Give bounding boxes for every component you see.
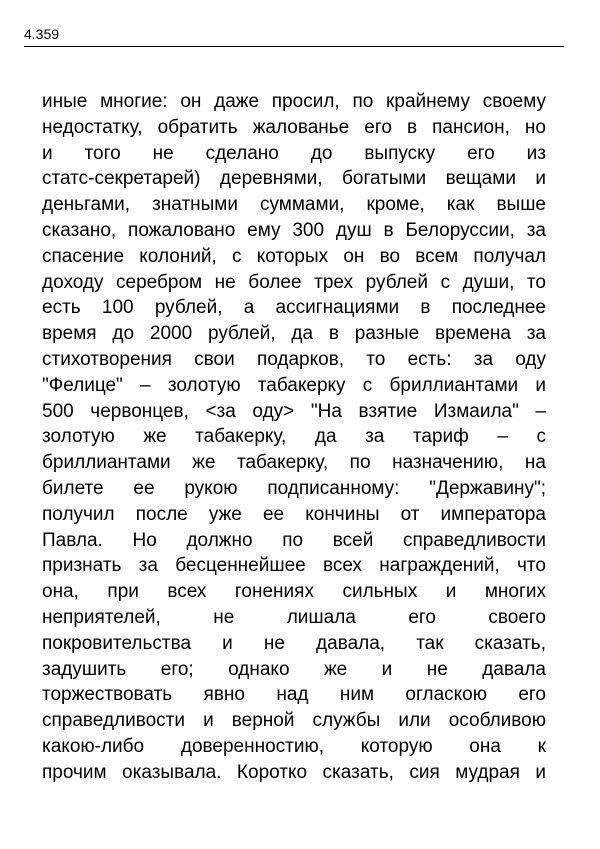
page-header — [24, 22, 564, 47]
text-line: прочим оказывала. Коротко сказать, сия мудрая и — [42, 761, 546, 783]
page-number: 4.359 — [24, 26, 60, 42]
text-line: она, при всех гонениях сильных и многих — [42, 581, 546, 603]
text-line: получил после уже ее кончины от императора — [42, 503, 546, 525]
text-line: и того не сделано до выпуску его из — [42, 142, 546, 164]
text-line: покровительства и не давала, так сказать, — [42, 632, 546, 654]
text-line: спасение колоний, с которых он во всем получал — [42, 245, 546, 267]
text-line: билете ее рукою подписанному: "Державину"; — [42, 477, 546, 499]
text-line: время до 2000 рублей, да в разные времена за — [42, 323, 546, 345]
text-line: торжествовать явно над ним огласкою его — [42, 684, 546, 706]
text-line: деньгами, знатными суммами, кроме, как выше — [42, 194, 546, 216]
page-body-text — [42, 89, 546, 786]
text-line: Павла. Но должно по всей справедливости — [42, 529, 546, 551]
text-line: 500 червонцев, <за оду> "На взятие Измаила" – — [42, 400, 546, 422]
text-line: золотую же табакерку, да за тариф – с — [42, 426, 546, 448]
text-line: есть 100 рублей, а ассигнациями в последнее — [42, 297, 546, 319]
text-line: иные многие: он даже просил, по крайнему своему — [42, 91, 546, 112]
text-line: неприятелей, не лишала его своего — [42, 606, 546, 628]
text-line: доходу серебром не более трех рублей с души, то — [42, 271, 546, 293]
text-line: стихотворения свои подарков, то есть: за оду — [42, 348, 546, 370]
text-line: недостатку, обратить жалованье его в пансион, но — [42, 116, 546, 138]
text-line: сказано, пожаловано ему 300 душ в Белоруссии, за — [42, 219, 546, 241]
text-line: статс-секретарей) деревнями, богатыми вещами и — [42, 168, 546, 190]
text-line: справедливости и верной службы или особливою — [42, 710, 546, 732]
text-line: задушить его; однако же и не давала — [42, 658, 546, 680]
text-line: бриллиантами же табакерку, по назначению, на — [42, 452, 546, 474]
text-line: "Фелице" – золотую табакерку с бриллиантами и — [42, 374, 546, 396]
text-line: какою-либо доверенностию, которую она к — [42, 735, 546, 757]
text-line: признать за бесценнейшее всех награждений, что — [42, 555, 546, 577]
